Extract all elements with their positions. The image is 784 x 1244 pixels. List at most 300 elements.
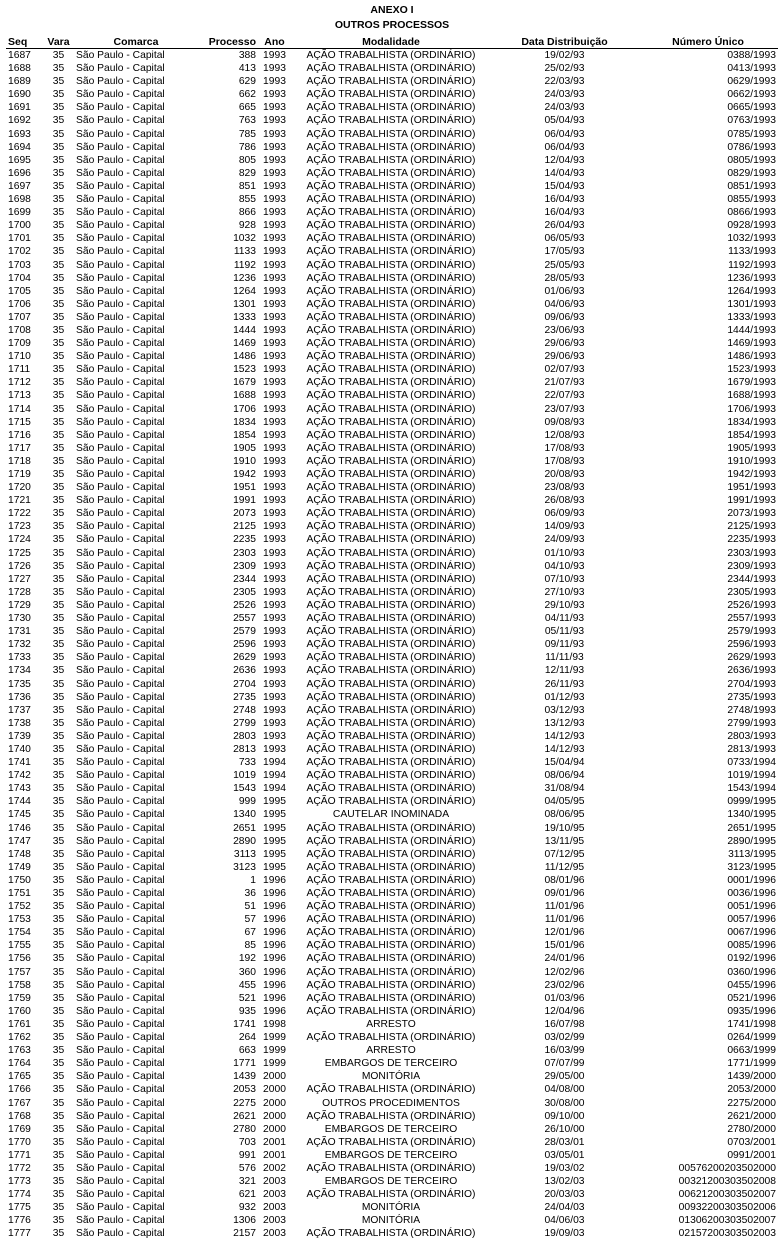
cell-vara: 35 [52, 311, 65, 323]
table-row [6, 1188, 778, 1201]
cell-modalidade: AÇÃO TRABALHISTA (ORDINÁRIO) [306, 1084, 476, 1096]
cell-modalidade: AÇÃO TRABALHISTA (ORDINÁRIO) [306, 364, 476, 376]
cell-comarca: São Paulo - Capital [76, 940, 165, 952]
cell-ano: 1993 [263, 429, 286, 441]
cell-seq: 1727 [8, 573, 31, 585]
cell-ano: 1993 [263, 154, 286, 166]
table-row [6, 167, 778, 180]
cell-comarca: São Paulo - Capital [76, 167, 165, 179]
cell-data-distribuicao: 30/08/00 [544, 1097, 585, 1109]
cell-processo: 855 [238, 194, 256, 206]
table-row [6, 743, 778, 756]
cell-comarca: São Paulo - Capital [76, 796, 165, 808]
cell-data-distribuicao: 19/03/02 [544, 1162, 585, 1174]
cell-numero-unico: 0866/1993 [727, 207, 776, 219]
cell-processo: 2275 [233, 1097, 256, 1109]
cell-data-distribuicao: 20/08/93 [544, 469, 585, 480]
cell-numero-unico: 0001/1996 [727, 874, 776, 886]
cell-comarca: São Paulo - Capital [76, 1045, 165, 1057]
cell-vara: 35 [52, 639, 65, 651]
cell-processo: 1032 [233, 233, 256, 245]
cell-comarca: São Paulo - Capital [76, 298, 165, 310]
table-row [6, 795, 778, 808]
cell-ano: 1993 [263, 89, 286, 101]
cell-comarca: São Paulo - Capital [76, 888, 165, 899]
cell-modalidade: AÇÃO TRABALHISTA (ORDINÁRIO) [306, 76, 476, 88]
cell-seq: 1700 [8, 220, 31, 232]
cell-data-distribuicao: 03/12/93 [544, 704, 585, 716]
cell-seq: 1749 [8, 861, 31, 873]
cell-ano: 1993 [263, 76, 286, 88]
cell-processo: 2157 [233, 1228, 256, 1240]
cell-comarca: São Paulo - Capital [76, 115, 165, 127]
cell-processo: 2813 [233, 743, 256, 755]
table-row [6, 612, 778, 625]
cell-data-distribuicao: 04/05/95 [544, 796, 585, 808]
cell-vara: 35 [52, 1228, 65, 1240]
cell-processo: 1910 [233, 455, 256, 467]
cell-data-distribuicao: 08/06/95 [544, 809, 585, 821]
table-row [6, 848, 778, 861]
cell-data-distribuicao: 26/10/00 [544, 1123, 585, 1135]
cell-processo: 2344 [233, 573, 256, 585]
cell-vara: 35 [52, 207, 65, 219]
cell-numero-unico: 0935/1996 [727, 1005, 776, 1017]
cell-seq: 1771 [8, 1149, 31, 1161]
cell-processo: 2309 [233, 560, 256, 572]
cell-processo: 2526 [233, 599, 256, 611]
cell-modalidade: AÇÃO TRABALHISTA (ORDINÁRIO) [306, 338, 476, 350]
cell-data-distribuicao: 22/03/93 [544, 76, 585, 88]
cell-processo: 1942 [233, 469, 256, 480]
cell-numero-unico: 1469/1993 [727, 338, 776, 350]
cell-processo: 36 [244, 888, 256, 899]
cell-vara: 35 [52, 1176, 65, 1188]
cell-data-distribuicao: 01/06/93 [544, 285, 585, 297]
cell-data-distribuicao: 28/03/01 [544, 1136, 585, 1148]
cell-comarca: São Paulo - Capital [76, 233, 165, 245]
cell-numero-unico: 1133/1993 [728, 246, 776, 258]
cell-seq: 1760 [8, 1005, 31, 1017]
cell-seq: 1719 [8, 469, 31, 480]
cell-numero-unico: 2275/2000 [727, 1097, 776, 1109]
cell-data-distribuicao: 13/02/03 [544, 1176, 585, 1188]
table-row [6, 337, 778, 350]
table-row [6, 1149, 778, 1162]
cell-ano: 1993 [263, 599, 286, 611]
cell-seq: 1735 [8, 678, 31, 690]
table-row [6, 638, 778, 651]
cell-data-distribuicao: 08/06/94 [544, 770, 585, 782]
table-row [6, 481, 778, 494]
header-modalidade: Modalidade [291, 36, 491, 49]
cell-processo: 786 [238, 141, 256, 153]
cell-ano: 2000 [263, 1097, 286, 1109]
cell-data-distribuicao: 24/03/93 [544, 89, 585, 101]
cell-comarca: São Paulo - Capital [76, 63, 165, 75]
cell-numero-unico: 1444/1993 [727, 324, 776, 336]
cell-numero-unico: 1340/1995 [727, 809, 776, 821]
cell-ano: 2003 [263, 1202, 286, 1214]
cell-ano: 1993 [263, 351, 286, 363]
cell-processo: 999 [238, 796, 256, 808]
cell-seq: 1743 [8, 783, 31, 795]
cell-seq: 1691 [8, 102, 31, 114]
cell-modalidade: ARRESTO [366, 1018, 416, 1030]
cell-comarca: São Paulo - Capital [76, 495, 165, 507]
cell-seq: 1733 [8, 652, 31, 664]
table-row [6, 1162, 778, 1175]
cell-modalidade: AÇÃO TRABALHISTA (ORDINÁRIO) [306, 770, 476, 782]
table-row [6, 49, 778, 63]
header-seq: Seq [6, 36, 43, 49]
cell-seq: 1688 [8, 63, 31, 75]
cell-comarca: São Paulo - Capital [76, 442, 165, 454]
cell-processo: 57 [244, 914, 256, 926]
cell-seq: 1710 [8, 351, 31, 363]
cell-comarca: São Paulo - Capital [76, 1162, 165, 1174]
cell-ano: 1995 [263, 848, 286, 860]
header-data-distribuicao: Data Distribuição [491, 36, 638, 49]
cell-modalidade: AÇÃO TRABALHISTA (ORDINÁRIO) [306, 783, 476, 795]
cell-ano: 2001 [263, 1136, 286, 1148]
cell-processo: 67 [244, 927, 256, 939]
cell-numero-unico: 1951/1993 [727, 482, 776, 494]
cell-modalidade: AÇÃO TRABALHISTA (ORDINÁRIO) [306, 128, 476, 140]
cell-processo: 1905 [233, 442, 256, 454]
cell-comarca: São Paulo - Capital [76, 1032, 165, 1044]
cell-ano: 1996 [263, 914, 286, 926]
cell-seq: 1734 [8, 665, 31, 677]
cell-vara: 35 [52, 429, 65, 441]
cell-numero-unico: 2629/1993 [727, 652, 776, 664]
cell-processo: 1306 [233, 1215, 256, 1227]
table-row [6, 114, 778, 127]
cell-comarca: São Paulo - Capital [76, 1123, 165, 1135]
cell-processo: 1264 [233, 285, 256, 297]
cell-ano: 1999 [263, 1045, 286, 1057]
cell-numero-unico: 02157200303502003 [678, 1228, 776, 1240]
cell-comarca: São Paulo - Capital [76, 874, 165, 886]
cell-ano: 1993 [263, 167, 286, 179]
cell-modalidade: AÇÃO TRABALHISTA (ORDINÁRIO) [306, 573, 476, 585]
cell-vara: 35 [52, 822, 65, 834]
cell-data-distribuicao: 04/06/03 [544, 1215, 585, 1227]
table-row [6, 520, 778, 533]
cell-modalidade: AÇÃO TRABALHISTA (ORDINÁRIO) [306, 796, 476, 808]
cell-numero-unico: 0703/2001 [727, 1136, 776, 1148]
cell-ano: 1993 [263, 364, 286, 376]
cell-numero-unico: 1688/1993 [727, 390, 776, 402]
cell-processo: 2073 [233, 508, 256, 520]
cell-seq: 1692 [8, 115, 31, 127]
table-row [6, 861, 778, 874]
cell-modalidade: AÇÃO TRABALHISTA (ORDINÁRIO) [306, 1136, 476, 1148]
cell-numero-unico: 2799/1993 [727, 717, 776, 729]
cell-vara: 35 [52, 953, 65, 965]
cell-seq: 1728 [8, 586, 31, 598]
cell-processo: 1706 [233, 403, 256, 415]
cell-comarca: São Paulo - Capital [76, 1097, 165, 1109]
cell-modalidade: AÇÃO TRABALHISTA (ORDINÁRIO) [306, 50, 476, 61]
cell-seq: 1720 [8, 482, 31, 494]
cell-comarca: São Paulo - Capital [76, 914, 165, 926]
cell-data-distribuicao: 29/10/93 [544, 599, 585, 611]
cell-modalidade: MONITÓRIA [361, 1071, 421, 1083]
cell-processo: 662 [238, 89, 256, 101]
cell-processo: 321 [238, 1176, 256, 1188]
cell-ano: 1993 [263, 442, 286, 454]
cell-ano: 1993 [263, 128, 286, 140]
header-vara: Vara [43, 36, 74, 49]
cell-data-distribuicao: 17/05/93 [544, 246, 585, 258]
cell-seq: 1759 [8, 992, 31, 1004]
cell-numero-unico: 1910/1993 [727, 455, 776, 467]
cell-seq: 1708 [8, 324, 31, 336]
cell-modalidade: EMBARGOS DE TERCEIRO [324, 1123, 458, 1135]
cell-comarca: São Paulo - Capital [76, 455, 165, 467]
cell-comarca: São Paulo - Capital [76, 861, 165, 873]
cell-processo: 805 [238, 154, 256, 166]
cell-data-distribuicao: 14/04/93 [544, 167, 585, 179]
cell-processo: 1439 [233, 1071, 256, 1083]
cell-comarca: São Paulo - Capital [76, 1189, 165, 1201]
cell-numero-unico: 0521/1996 [727, 992, 776, 1004]
cell-processo: 829 [238, 167, 256, 179]
cell-processo: 3123 [233, 861, 256, 873]
cell-vara: 35 [52, 403, 65, 415]
cell-modalidade: AÇÃO TRABALHISTA (ORDINÁRIO) [306, 233, 476, 245]
cell-modalidade: AÇÃO TRABALHISTA (ORDINÁRIO) [306, 469, 476, 480]
cell-numero-unico: 1905/1993 [727, 442, 776, 454]
cell-processo: 1 [250, 874, 256, 886]
cell-vara: 35 [52, 730, 65, 742]
cell-ano: 2000 [263, 1084, 286, 1096]
cell-seq: 1768 [8, 1110, 31, 1122]
cell-seq: 1769 [8, 1123, 31, 1135]
cell-numero-unico: 2235/1993 [727, 534, 776, 546]
cell-modalidade: AÇÃO TRABALHISTA (ORDINÁRIO) [306, 508, 476, 520]
cell-numero-unico: 0360/1996 [727, 966, 776, 978]
cell-data-distribuicao: 24/01/96 [544, 953, 585, 965]
cell-ano: 1993 [263, 613, 286, 625]
cell-vara: 35 [52, 141, 65, 153]
cell-data-distribuicao: 12/11/93 [544, 665, 585, 677]
cell-ano: 1994 [263, 783, 286, 795]
cell-modalidade: AÇÃO TRABALHISTA (ORDINÁRIO) [306, 888, 476, 899]
cell-data-distribuicao: 15/04/93 [544, 180, 585, 192]
cell-processo: 85 [244, 940, 256, 952]
cell-comarca: São Paulo - Capital [76, 783, 165, 795]
cell-seq: 1694 [8, 141, 31, 153]
cell-seq: 1739 [8, 730, 31, 742]
cell-ano: 1993 [263, 416, 286, 428]
cell-vara: 35 [52, 1045, 65, 1057]
cell-modalidade: AÇÃO TRABALHISTA (ORDINÁRIO) [306, 416, 476, 428]
cell-vara: 35 [52, 665, 65, 677]
cell-numero-unico: 1032/1993 [727, 233, 776, 245]
cell-vara: 35 [52, 770, 65, 782]
cell-vara: 35 [52, 416, 65, 428]
cell-modalidade: AÇÃO TRABALHISTA (ORDINÁRIO) [306, 743, 476, 755]
table-row [6, 1097, 778, 1110]
cell-processo: 1991 [233, 495, 256, 507]
cell-vara: 35 [52, 469, 65, 480]
cell-seq: 1722 [8, 508, 31, 520]
table-row [6, 1044, 778, 1057]
cell-numero-unico: 2579/1993 [727, 626, 776, 638]
cell-data-distribuicao: 05/11/93 [544, 626, 585, 638]
cell-numero-unico: 00932200303502006 [678, 1202, 776, 1214]
cell-data-distribuicao: 24/04/03 [544, 1202, 585, 1214]
cell-numero-unico: 1019/1994 [727, 770, 776, 782]
cell-comarca: São Paulo - Capital [76, 194, 165, 206]
cell-vara: 35 [52, 704, 65, 716]
cell-numero-unico: 0999/1995 [727, 796, 776, 808]
cell-seq: 1755 [8, 940, 31, 952]
cell-data-distribuicao: 11/11/93 [545, 652, 584, 664]
cell-vara: 35 [52, 390, 65, 402]
cell-vara: 35 [52, 940, 65, 952]
cell-comarca: São Paulo - Capital [76, 1228, 165, 1240]
cell-vara: 35 [52, 154, 65, 166]
cell-data-distribuicao: 14/12/93 [544, 743, 585, 755]
cell-modalidade: CAUTELAR INOMINADA [332, 809, 450, 821]
cell-data-distribuicao: 14/09/93 [544, 521, 585, 533]
table-row [6, 1175, 778, 1188]
cell-vara: 35 [52, 757, 65, 769]
cell-modalidade: AÇÃO TRABALHISTA (ORDINÁRIO) [306, 835, 476, 847]
cell-comarca: São Paulo - Capital [76, 50, 165, 61]
cell-seq: 1687 [8, 50, 31, 61]
cell-processo: 1688 [233, 390, 256, 402]
table-row [6, 1123, 778, 1136]
cell-data-distribuicao: 12/01/96 [544, 927, 585, 939]
cell-vara: 35 [52, 220, 65, 232]
cell-seq: 1741 [8, 757, 31, 769]
table-row [6, 782, 778, 795]
cell-data-distribuicao: 09/08/93 [544, 416, 585, 428]
cell-vara: 35 [52, 482, 65, 494]
cell-vara: 35 [52, 324, 65, 336]
header-comarca: Comarca [74, 36, 198, 49]
cell-comarca: São Paulo - Capital [76, 1005, 165, 1017]
cell-seq: 1761 [8, 1018, 31, 1030]
cell-processo: 413 [238, 63, 256, 75]
cell-ano: 1993 [263, 246, 286, 258]
cell-ano: 2000 [263, 1071, 286, 1083]
cell-vara: 35 [52, 1123, 65, 1135]
cell-vara: 35 [52, 1097, 65, 1109]
table-row [6, 913, 778, 926]
cell-vara: 35 [52, 128, 65, 140]
cell-numero-unico: 0763/1993 [727, 115, 776, 127]
cell-data-distribuicao: 19/02/93 [544, 50, 585, 61]
cell-data-distribuicao: 17/08/93 [544, 442, 585, 454]
cell-vara: 35 [52, 1202, 65, 1214]
cell-processo: 1951 [233, 482, 256, 494]
table-row [6, 350, 778, 363]
cell-vara: 35 [52, 691, 65, 703]
cell-ano: 1993 [263, 338, 286, 350]
cell-modalidade: AÇÃO TRABALHISTA (ORDINÁRIO) [306, 586, 476, 598]
table-row [6, 376, 778, 389]
cell-comarca: São Paulo - Capital [76, 482, 165, 494]
cell-comarca: São Paulo - Capital [76, 848, 165, 860]
cell-modalidade: AÇÃO TRABALHISTA (ORDINÁRIO) [306, 324, 476, 336]
cell-ano: 2001 [263, 1149, 286, 1161]
cell-data-distribuicao: 07/10/93 [544, 573, 585, 585]
cell-comarca: São Paulo - Capital [76, 521, 165, 533]
cell-comarca: São Paulo - Capital [76, 586, 165, 598]
cell-seq: 1706 [8, 298, 31, 310]
cell-ano: 2002 [263, 1162, 286, 1174]
cell-seq: 1699 [8, 207, 31, 219]
cell-modalidade: AÇÃO TRABALHISTA (ORDINÁRIO) [306, 665, 476, 677]
cell-modalidade: AÇÃO TRABALHISTA (ORDINÁRIO) [306, 89, 476, 101]
cell-comarca: São Paulo - Capital [76, 1071, 165, 1083]
table-row [6, 664, 778, 677]
cell-seq: 1717 [8, 442, 31, 454]
cell-numero-unico: 2557/1993 [727, 613, 776, 625]
cell-numero-unico: 0629/1993 [727, 76, 776, 88]
cell-comarca: São Paulo - Capital [76, 338, 165, 350]
cell-data-distribuicao: 05/04/93 [544, 115, 585, 127]
cell-numero-unico: 2596/1993 [727, 639, 776, 651]
cell-processo: 1543 [233, 783, 256, 795]
cell-processo: 1192 [233, 259, 256, 271]
cell-comarca: São Paulo - Capital [76, 613, 165, 625]
cell-vara: 35 [52, 442, 65, 454]
cell-comarca: São Paulo - Capital [76, 743, 165, 755]
table-row [6, 939, 778, 952]
cell-comarca: São Paulo - Capital [76, 678, 165, 690]
cell-processo: 576 [238, 1162, 256, 1174]
cell-seq: 1762 [8, 1032, 31, 1044]
cell-modalidade: AÇÃO TRABALHISTA (ORDINÁRIO) [306, 1032, 476, 1044]
cell-numero-unico: 00576200203502000 [678, 1162, 776, 1174]
cell-numero-unico: 1834/1993 [727, 416, 776, 428]
cell-modalidade: AÇÃO TRABALHISTA (ORDINÁRIO) [306, 979, 476, 991]
cell-modalidade: AÇÃO TRABALHISTA (ORDINÁRIO) [306, 220, 476, 232]
cell-numero-unico: 0785/1993 [727, 128, 776, 140]
cell-ano: 1995 [263, 835, 286, 847]
cell-vara: 35 [52, 1018, 65, 1030]
cell-vara: 35 [52, 167, 65, 179]
cell-processo: 1444 [233, 324, 256, 336]
cell-modalidade: AÇÃO TRABALHISTA (ORDINÁRIO) [306, 311, 476, 323]
cell-comarca: São Paulo - Capital [76, 717, 165, 729]
cell-vara: 35 [52, 1189, 65, 1201]
document-title: ANEXO I [370, 4, 414, 16]
cell-numero-unico: 0051/1996 [727, 901, 776, 913]
cell-vara: 35 [52, 338, 65, 350]
table-row [6, 1214, 778, 1227]
cell-seq: 1773 [8, 1176, 31, 1188]
cell-seq: 1732 [8, 639, 31, 651]
cell-ano: 1993 [263, 521, 286, 533]
cell-modalidade: AÇÃO TRABALHISTA (ORDINÁRIO) [306, 180, 476, 192]
cell-comarca: São Paulo - Capital [76, 1058, 165, 1070]
cell-ano: 1993 [263, 207, 286, 219]
table-row [6, 403, 778, 416]
cell-comarca: São Paulo - Capital [76, 207, 165, 219]
cell-numero-unico: 0057/1996 [727, 914, 776, 926]
cell-seq: 1695 [8, 154, 31, 166]
table-row [6, 324, 778, 337]
cell-numero-unico: 1543/1994 [727, 783, 776, 795]
cell-ano: 1993 [263, 324, 286, 336]
